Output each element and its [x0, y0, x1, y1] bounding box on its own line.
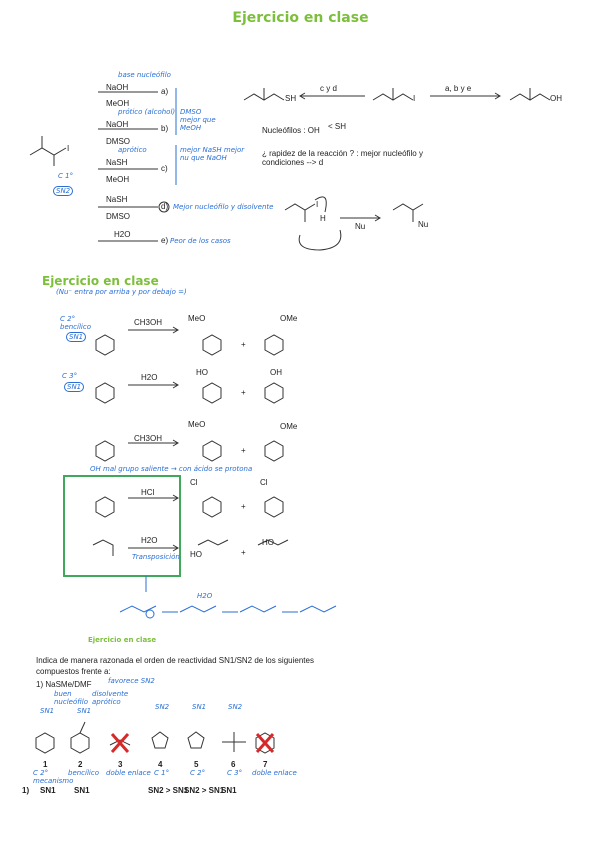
mechanism-nu-product: Nu: [418, 220, 429, 229]
question-rapidez: ¿ rapidez de la reacción ? : mejor nucleófilo y condiciones --> d: [262, 149, 423, 167]
mechanism-h: H: [320, 214, 326, 223]
nucleofilos-lt: < SH: [328, 122, 347, 131]
answer-6: SN1: [221, 786, 237, 795]
reagent-1: NaOH: [106, 83, 129, 92]
note-c1: C 1°: [58, 172, 74, 180]
row4-p2: Cl: [260, 478, 268, 487]
num-4: 4: [158, 760, 163, 769]
hand-4: C 1°: [154, 769, 170, 777]
num-7: 7: [263, 760, 268, 769]
row2-p2: OH: [270, 368, 282, 377]
compound-1: [36, 733, 54, 753]
row2-note: C 3°: [62, 372, 78, 380]
third-title: Ejercicio en clase: [88, 636, 157, 644]
answer-4: SN2 > SN1: [148, 786, 189, 795]
starting-molecule: [30, 148, 66, 155]
scheme-sh: SH: [285, 94, 297, 103]
reagent-8: DMSO: [106, 212, 130, 221]
reagent-2: MeOH: [106, 99, 130, 108]
compound-2: [71, 733, 89, 753]
row1-p1: MeO: [188, 314, 206, 323]
reagent-6: MeOH: [106, 175, 130, 184]
hand-7: doble enlace: [252, 769, 297, 777]
item1-note: favorece SN2: [108, 677, 155, 685]
hand-6: C 3°: [227, 769, 243, 777]
row5-p1: HO: [190, 550, 202, 559]
note-dmso: DMSO mejor que MeOH: [180, 108, 216, 132]
label-c: c): [161, 164, 168, 173]
question: Indica de manera razonada el orden de reactividad SN1/SN2 de los siguientes compuestos frente a:: [36, 656, 314, 676]
reagent-4: DMSO: [106, 137, 130, 146]
row3-reagent: CH3OH: [134, 434, 163, 443]
note-protico: prótico (alcohol): [118, 108, 176, 116]
under-note-2: disolvente aprótico: [92, 690, 129, 706]
compound-5: [188, 732, 204, 748]
row2-p1: HO: [196, 368, 208, 377]
row5-p2: HO: [262, 538, 274, 547]
second-title: Ejercicio en clase: [42, 274, 159, 288]
answer-1: SN1: [40, 786, 56, 795]
mechanism-nu: Nu: [355, 222, 366, 231]
note-base-nuc: base nucleófilo: [118, 71, 171, 79]
tag-1: SN1: [40, 707, 55, 715]
row4-reagent: HCl: [141, 488, 155, 497]
tag-2: SN1: [77, 707, 92, 715]
under-note-1: buen nucleófilo: [54, 690, 89, 706]
row3-plus: +: [241, 446, 246, 455]
hand-5: C 2°: [190, 769, 206, 777]
nucleofilos: Nucleófilos : OH: [262, 126, 320, 135]
tag-6: SN2: [228, 703, 243, 711]
note-aprotico: aprótico: [118, 146, 147, 154]
row5-note: Transposición: [132, 553, 180, 561]
note-peor: Peor de los casos: [170, 237, 231, 245]
num-5: 5: [194, 760, 199, 769]
reagent-3: NaOH: [106, 120, 129, 129]
row1-tag: SN1: [66, 332, 86, 342]
answer-label: 1): [22, 786, 30, 795]
highlight-box: [64, 476, 180, 576]
row3-p2: OMe: [280, 422, 298, 431]
label-a: a): [161, 87, 169, 96]
reagent-7: NaSH: [106, 195, 128, 204]
note-nash: mejor NaSH mejor nu que NaOH: [180, 146, 245, 162]
scheme-i: I: [413, 94, 416, 103]
item1: 1) NaSMe/DMF: [36, 680, 92, 689]
row1-plus: +: [241, 340, 246, 349]
mechanism-h2o: H2O: [197, 592, 213, 600]
row2-tag: SN1: [64, 382, 84, 392]
hand-2: bencílico: [68, 769, 100, 777]
label-d: d): [161, 202, 169, 211]
label-b: b): [161, 124, 169, 133]
row3-p1: MeO: [188, 420, 206, 429]
mechanism-product: [393, 204, 423, 210]
row1-p2: OMe: [280, 314, 298, 323]
note-sn2: SN2: [53, 186, 73, 196]
reagent-9: H2O: [114, 230, 131, 239]
scheme-oh: OH: [550, 94, 562, 103]
num-6: 6: [231, 760, 236, 769]
answer-5: SN2 > SN1: [184, 786, 225, 795]
compound-4: [152, 732, 168, 748]
row1-note: C 2° bencílico: [60, 315, 92, 331]
row4-plus: +: [241, 502, 246, 511]
mechanism-reactant: [285, 204, 315, 210]
scheme-abye: a, b y e: [445, 84, 472, 93]
main-title: Ejercicio en clase: [232, 10, 369, 26]
row1-reagent: CH3OH: [134, 318, 163, 327]
scheme-cyd: c y d: [320, 84, 337, 93]
tag-5: SN1: [192, 703, 207, 711]
row5-plus: +: [241, 548, 246, 557]
label-e: e): [161, 236, 169, 245]
tag-4: SN2: [155, 703, 170, 711]
reagent-5: NaSH: [106, 158, 128, 167]
num-1: 1: [43, 760, 48, 769]
hand-3: doble enlace: [106, 769, 151, 777]
middle-note: (Nu⁻ entra por arriba y por debajo =): [56, 288, 187, 296]
row2-plus: +: [241, 388, 246, 397]
row5-reagent: H2O: [141, 536, 158, 545]
num-2: 2: [78, 760, 83, 769]
note-mejor: Mejor nucleófilo y disolvente: [173, 203, 274, 211]
row4-note: OH mal grupo saliente → con ácido se protona: [90, 465, 253, 473]
mechanism-i: I: [316, 200, 319, 209]
row2-reagent: H2O: [141, 373, 158, 382]
answer-2: SN1: [74, 786, 90, 795]
hand-1: C 2° mecanismo: [33, 769, 74, 785]
row4-p1: Cl: [190, 478, 198, 487]
num-3: 3: [118, 760, 123, 769]
start-iodine: I: [67, 144, 70, 153]
